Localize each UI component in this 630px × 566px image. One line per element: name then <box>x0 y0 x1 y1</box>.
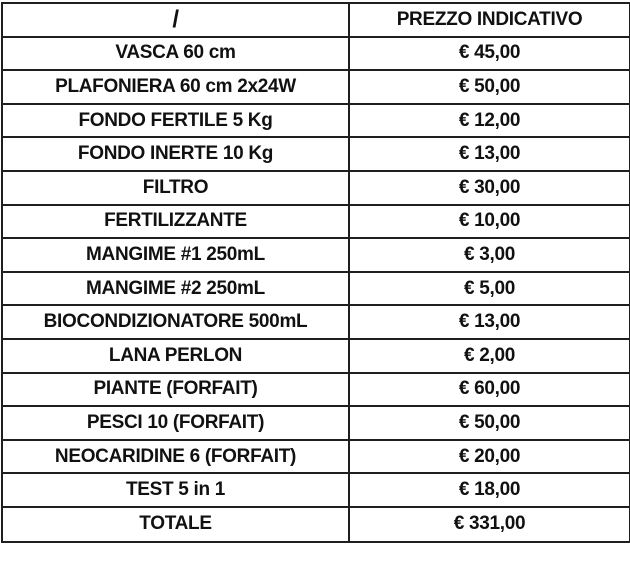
table-row <box>2 406 630 440</box>
total-label: TOTALE <box>2 507 349 542</box>
price-cell: € 20,00 <box>349 440 630 474</box>
price-cell: € 50,00 <box>349 406 630 440</box>
total-price: € 331,00 <box>349 507 630 542</box>
price-cell: € 5,00 <box>349 272 630 306</box>
item-cell: FILTRO <box>2 171 349 205</box>
price-cell: € 10,00 <box>349 205 630 239</box>
table-row <box>2 238 630 272</box>
table-row <box>2 272 630 306</box>
item-cell: NEOCARIDINE 6 (FORFAIT) <box>2 440 349 474</box>
item-cell: FERTILIZZANTE <box>2 205 349 239</box>
price-table <box>1 2 630 543</box>
table-row <box>2 104 630 138</box>
item-cell: PLAFONIERA 60 cm 2x24W <box>2 70 349 104</box>
item-cell: PESCI 10 (FORFAIT) <box>2 406 349 440</box>
header-row <box>2 3 630 37</box>
price-cell: € 12,00 <box>349 104 630 138</box>
table-row <box>2 37 630 71</box>
price-cell: € 60,00 <box>349 373 630 407</box>
table-row <box>2 373 630 407</box>
item-column-header: / <box>2 3 349 37</box>
table-row <box>2 171 630 205</box>
price-cell: € 3,00 <box>349 238 630 272</box>
item-cell: BIOCONDIZIONATORE 500mL <box>2 305 349 339</box>
table-row <box>2 339 630 373</box>
price-cell: € 50,00 <box>349 70 630 104</box>
price-cell: € 2,00 <box>349 339 630 373</box>
item-cell: VASCA 60 cm <box>2 37 349 71</box>
item-cell: PIANTE (FORFAIT) <box>2 373 349 407</box>
item-cell: MANGIME #2 250mL <box>2 272 349 306</box>
table-row <box>2 305 630 339</box>
price-cell: € 13,00 <box>349 137 630 171</box>
item-cell: FONDO FERTILE 5 Kg <box>2 104 349 138</box>
item-cell: FONDO INERTE 10 Kg <box>2 137 349 171</box>
item-cell: LANA PERLON <box>2 339 349 373</box>
price-cell: € 30,00 <box>349 171 630 205</box>
total-row <box>2 507 630 542</box>
item-cell: TEST 5 in 1 <box>2 473 349 507</box>
price-cell: € 45,00 <box>349 37 630 71</box>
price-column-header: PREZZO INDICATIVO <box>349 3 630 37</box>
table-row <box>2 70 630 104</box>
table-row <box>2 440 630 474</box>
table-row <box>2 473 630 507</box>
price-cell: € 13,00 <box>349 305 630 339</box>
table-row <box>2 205 630 239</box>
table-row <box>2 137 630 171</box>
price-cell: € 18,00 <box>349 473 630 507</box>
item-cell: MANGIME #1 250mL <box>2 238 349 272</box>
